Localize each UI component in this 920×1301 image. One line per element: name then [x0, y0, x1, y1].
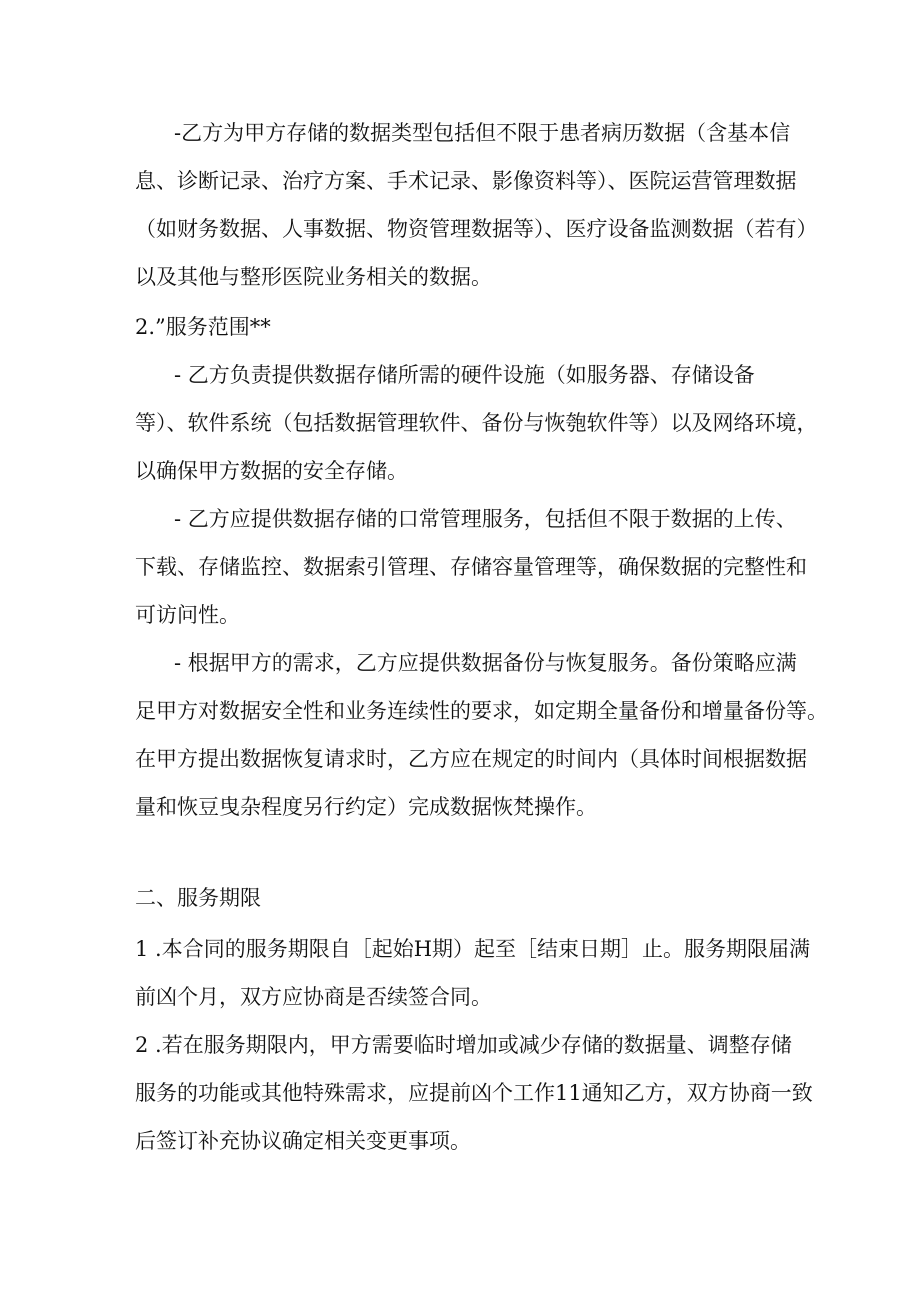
paragraph-line: -乙方为甲方存储的数据类型包括但不限于患者病历数据（含基本信	[174, 121, 791, 145]
paragraph-line: 以及其他与整形医院业务相关的数据。	[135, 265, 492, 289]
paragraph-line: 息、诊断记录、治疗方案、手术记录、影像资料等）、医院运营管理数据	[135, 169, 797, 193]
paragraph-line: - 乙方应提供数据存储的口常管理服务，包括但不限于数据的上传、	[174, 507, 797, 531]
paragraph-line: 可访问性。	[135, 603, 240, 627]
paragraph-line: 下载、存储监控、数据索引管理、存储容量管理等，确保数据的完整性和	[135, 555, 807, 579]
paragraph-line: 1 .本合同的服务期限自［起始H期）起至［结束日期］止。服务期限届满	[135, 937, 811, 961]
paragraph-line: 足甲方对数据安全性和业务连续性的要求，如定期全量备份和增量备份等。	[135, 699, 828, 723]
paragraph-line: 以确保甲方数据的安全存储。	[135, 459, 408, 483]
paragraph-line: 服务的功能或其他特殊需求，应提前凶个工作11通知乙方，双方协商一致	[135, 1081, 813, 1105]
paragraph-line: （如财务数据、人事数据、物资管理数据等）、医疗设备监测数据（若有）	[135, 217, 818, 241]
paragraph-line: - 乙方负责提供数据存储所需的硬件设施（如服务器、存储设备	[174, 363, 755, 387]
paragraph-line: 量和恢豆曳杂程度另行约定）完成数据恢梵操作。	[135, 795, 597, 819]
paragraph-line: 在甲方提出数据恢复请求时，乙方应在规定的时间内（具体时间根据数据	[135, 747, 807, 771]
paragraph-line: 2 .若在服务期限内，甲方需要临时增加或减少存储的数据量、调整存储	[135, 1033, 792, 1057]
paragraph-line: 后签订补充协议确定相关变更事项。	[135, 1129, 471, 1153]
section-heading: 二、服务期限	[135, 886, 261, 910]
paragraph-line: 前凶个月，双方应协商是否续签合同。	[135, 985, 492, 1009]
paragraph-line: - 根据甲方的需求，乙方应提供数据备份与恢复服务。备份策略应满	[174, 651, 797, 675]
paragraph-line: 等）、软件系统（包括数据管理软件、备份与恢匏软件等）以及网络环境，	[135, 411, 818, 435]
section-heading: 2.”服务范围**	[135, 315, 271, 339]
